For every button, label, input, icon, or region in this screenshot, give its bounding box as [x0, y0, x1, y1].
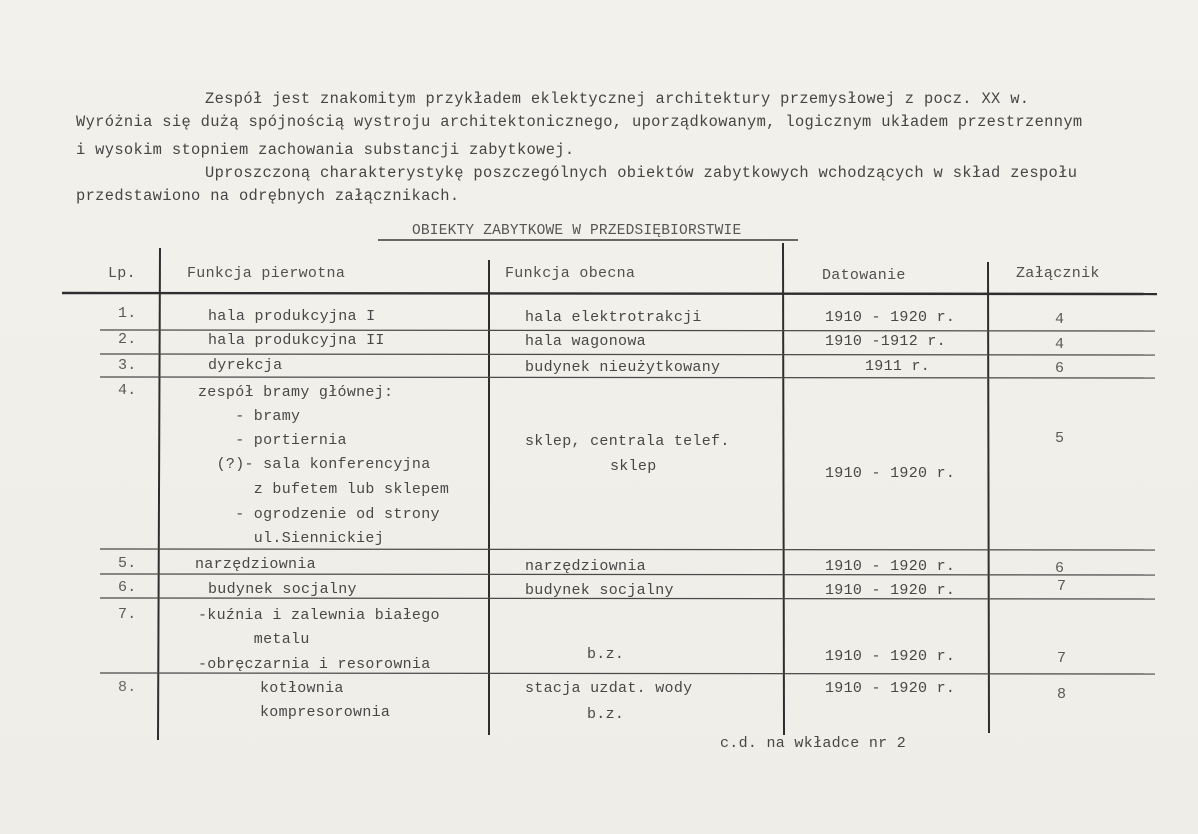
table-row-7-original-line-2: metalu — [198, 631, 310, 648]
table-row-3-current: budynek nieużytkowany — [525, 359, 721, 376]
table-row-8-lp: 8. — [118, 679, 137, 696]
table-row-8-dating: 1910 - 1920 r. — [825, 680, 956, 697]
table-row-5-lp: 5. — [118, 555, 137, 572]
table-row-7-original-line-1: -kuźnia i zalewnia białego — [198, 607, 440, 624]
table-row-2-dating: 1910 -1912 r. — [825, 333, 946, 350]
table-row-1-current: hala elektrotrakcji — [525, 309, 702, 326]
table-row-4-original-line-4: (?)- sala konferencyjna — [198, 456, 431, 473]
intro-line-5: przedstawiono na odrębnych załącznikach. — [76, 187, 460, 205]
table-row-2-original: hala produkcyjna II — [208, 332, 385, 349]
table-row-4-original-line-2: - bramy — [198, 408, 301, 425]
table-row-8-current-line-1: stacja uzdat. wody — [525, 680, 693, 697]
table-row-1-lp: 1. — [118, 305, 137, 322]
table-row-3-lp: 3. — [118, 357, 137, 374]
table-row-1-original: hala produkcyjna I — [208, 308, 376, 325]
table-row-6-original: budynek socjalny — [208, 581, 357, 598]
table-row-1-dating: 1910 - 1920 r. — [825, 309, 956, 326]
table-row-8-attachment: 8 — [1057, 686, 1067, 703]
table-row-1-attachment: 4 — [1055, 311, 1065, 328]
table-row-3-attachment: 6 — [1055, 360, 1065, 377]
table-row-4-original-line-6: - ogrodzenie od strony — [198, 506, 440, 523]
table-row-4-original-line-5: z bufetem lub sklepem — [198, 481, 450, 498]
table-row-6-dating: 1910 - 1920 r. — [825, 582, 956, 599]
table-row-5-dating: 1910 - 1920 r. — [825, 558, 956, 575]
table-row-6-attachment: 7 — [1057, 578, 1067, 595]
table-row-4-original-line-7: ul.Siennickiej — [198, 530, 385, 547]
header-dating: Datowanie — [822, 267, 906, 284]
table-row-4-current-line-2: sklep — [610, 458, 657, 475]
table-row-4-attachment: 5 — [1055, 430, 1065, 447]
table-row-7-dating: 1910 - 1920 r. — [825, 648, 956, 665]
table-title: OBIEKTY ZABYTKOWE W PRZEDSIĘBIORSTWIE — [412, 223, 742, 239]
table-row-8-current-line-2: b.z. — [587, 706, 625, 723]
table-row-3-original: dyrekcja — [208, 357, 283, 374]
header-attachment: Załącznik — [1016, 265, 1100, 282]
table-row-4-original-line-1: zespół bramy głównej: — [198, 384, 394, 401]
table-row-3-dating: 1911 r. — [865, 358, 931, 375]
table-row-7-original-line-3: -obręczarnia i resorownia — [198, 656, 431, 673]
continued-note: c.d. na wkładce nr 2 — [720, 735, 907, 752]
table-row-7-current: b.z. — [587, 646, 625, 663]
table-row-4-dating: 1910 - 1920 r. — [825, 465, 956, 482]
table-row-2-attachment: 4 — [1055, 336, 1065, 353]
table-row-8-original-line-2: kompresorownia — [260, 704, 391, 721]
header-lp: Lp. — [108, 265, 136, 282]
intro-line-3: i wysokim stopniem zachowania substancji zabytkowej. — [76, 141, 575, 159]
header-current-function: Funkcja obecna — [505, 265, 636, 282]
table-row-4-current-line-1: sklep, centrala telef. — [525, 433, 730, 450]
intro-line-1: Zespół jest znakomitym przykładem eklektycznej architektury przemysłowej z pocz. XX w. — [205, 90, 1030, 108]
table-row-6-lp: 6. — [118, 579, 137, 596]
table-row-5-current: narzędziownia — [525, 558, 646, 575]
table-row-4-original-line-3: - portiernia — [198, 432, 347, 449]
table-row-2-lp: 2. — [118, 331, 137, 348]
intro-line-2: Wyróżnia się dużą spójnością wystroju architektonicznego, uporządkowanym, logicznym układem przestrzennym — [76, 113, 1083, 131]
table-row-7-lp: 7. — [118, 606, 137, 623]
header-original-function: Funkcja pierwotna — [187, 265, 346, 282]
table-row-5-original: narzędziownia — [195, 556, 316, 573]
table-row-2-current: hala wagonowa — [525, 333, 646, 350]
table-row-4-lp: 4. — [118, 382, 137, 399]
intro-line-4: Uproszczoną charakterystykę poszczególnych obiektów zabytkowych wchodzących w skład zespołu — [205, 164, 1078, 182]
table-row-5-attachment: 6 — [1055, 560, 1065, 577]
table-row-7-attachment: 7 — [1057, 650, 1067, 667]
table-row-6-current: budynek socjalny — [525, 582, 674, 599]
table-row-8-original-line-1: kotłownia — [260, 680, 344, 697]
